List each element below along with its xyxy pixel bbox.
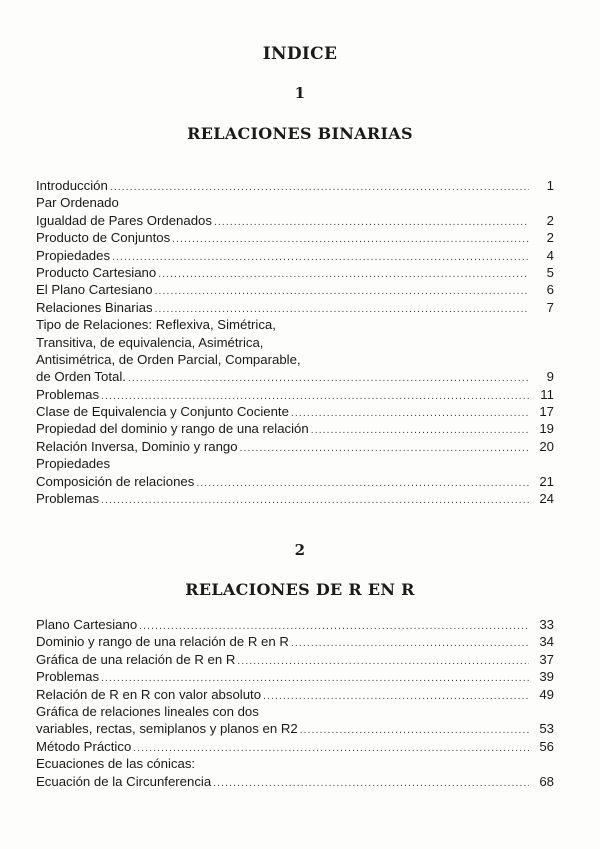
toc-entry-text: Transitiva, de equivalencia, Asimétrica, <box>36 334 264 350</box>
toc-entry-text: Ecuaciones de las cónicas: <box>36 756 196 772</box>
toc-entry-text: Relación de R en R con valor absoluto <box>36 686 262 702</box>
toc-entry-text: Composición de relaciones <box>36 473 195 489</box>
toc-entry <box>36 403 554 420</box>
toc-entry <box>36 473 554 490</box>
dot-leader <box>112 249 529 266</box>
toc-entry-text: Propiedades <box>36 247 111 263</box>
dot-leader <box>196 475 529 492</box>
chapter-2-number: 2 <box>294 541 306 559</box>
toc-entry-text: Relación Inversa, Dominio y rango <box>36 438 238 454</box>
dot-leader <box>311 422 529 439</box>
toc-entry-text: Clase de Equivalencia y Conjunto Cociente <box>36 404 289 420</box>
toc-entry-page: 68 <box>539 773 554 789</box>
dot-leader <box>240 440 529 457</box>
chapter-1-toc <box>36 177 554 507</box>
toc-entry-text: Ecuación de la Circunferencia <box>36 773 212 789</box>
toc-entry <box>36 455 554 472</box>
toc-entry-text: Problemas <box>36 386 100 402</box>
toc-entry <box>36 334 554 351</box>
toc-entry-page: 1 <box>546 178 554 193</box>
toc-entry <box>36 316 554 333</box>
toc-entry-text: Gráfica de relaciones lineales con dos <box>36 703 259 719</box>
toc-entry <box>36 229 554 246</box>
dot-leader <box>101 492 529 509</box>
dot-leader <box>158 266 529 283</box>
toc-entry-text: Producto Cartesiano <box>36 264 157 280</box>
toc-entry <box>36 755 554 772</box>
dot-leader <box>110 179 529 196</box>
toc-entry-page: 34 <box>539 634 554 650</box>
toc-entry <box>36 212 554 229</box>
chapter-2-title: RELACIONES DE R EN R <box>185 580 415 599</box>
dot-leader <box>214 214 529 231</box>
dot-leader <box>213 775 529 792</box>
toc-entry <box>36 633 554 650</box>
dot-leader <box>128 370 529 387</box>
toc-entry-text: Problemas <box>36 669 100 685</box>
toc-entry-text: Igualdad de Pares Ordenados <box>36 212 212 228</box>
toc-entry <box>36 247 554 264</box>
chapter-2-toc <box>36 616 554 790</box>
toc-entry <box>36 299 554 316</box>
toc-entry <box>36 438 554 455</box>
chapter-1-number: 1 <box>294 84 306 102</box>
toc-entry-text: Problemas <box>36 491 100 507</box>
toc-entry-page: 21 <box>539 473 554 489</box>
toc-entry <box>36 738 554 755</box>
toc-entry-text: Plano Cartesiano <box>36 617 138 632</box>
dot-leader <box>172 231 529 248</box>
toc-entry-text: Relaciones Binarias <box>36 299 153 315</box>
toc-entry <box>36 651 554 668</box>
toc-entry-page: 6 <box>546 282 554 298</box>
toc-entry-page: 17 <box>539 404 554 420</box>
toc-entry-text: Dominio y rango de una relación de R en R <box>36 634 289 650</box>
toc-entry-text: Tipo de Relaciones: Reflexiva, Simétrica, <box>36 317 276 333</box>
toc-entry-page: 39 <box>539 669 554 685</box>
dot-leader <box>237 653 529 670</box>
dot-leader <box>155 283 529 300</box>
toc-entry-text: Antisimétrica, de Orden Parcial, Comparable, <box>36 351 301 367</box>
toc-entry <box>36 686 554 703</box>
chapter-1-title: RELACIONES BINARIAS <box>187 124 413 143</box>
toc-entry <box>36 264 554 281</box>
toc-entry <box>36 703 554 720</box>
toc-entry-page: 20 <box>539 438 554 454</box>
toc-entry-page: 24 <box>539 491 554 507</box>
toc-entry-page: 4 <box>546 247 554 263</box>
dot-leader <box>263 688 529 705</box>
dot-leader <box>291 635 529 652</box>
toc-entry <box>36 386 554 403</box>
toc-entry-page: 7 <box>546 299 554 315</box>
toc-entry <box>36 177 554 194</box>
toc-entry <box>36 368 554 385</box>
toc-entry-page: 56 <box>539 738 554 754</box>
toc-entry-text: Propiedades <box>36 456 111 472</box>
toc-entry-page: 5 <box>546 264 554 280</box>
toc-entry-page: 49 <box>539 686 554 702</box>
dot-leader <box>300 722 529 739</box>
toc-entry <box>36 351 554 368</box>
toc-entry <box>36 490 554 507</box>
toc-entry-page: 2 <box>546 230 554 246</box>
dot-leader <box>291 405 529 422</box>
toc-entry <box>36 194 554 211</box>
toc-entry <box>36 616 554 633</box>
toc-entry-page: 53 <box>539 721 554 737</box>
toc-entry-page: 19 <box>539 421 554 437</box>
toc-entry <box>36 773 554 790</box>
toc-entry-page: 33 <box>539 617 554 632</box>
index-title: INDICE <box>262 44 338 64</box>
toc-entry <box>36 281 554 298</box>
toc-entry-text: Método Práctico <box>36 738 132 754</box>
toc-entry-page: 11 <box>540 386 554 402</box>
toc-entry-text: Introducción <box>36 178 108 193</box>
toc-entry-text: Gráfica de una relación de R en R <box>36 651 236 667</box>
toc-entry-page: 2 <box>546 212 554 228</box>
toc-entry-text: de Orden Total. <box>36 369 126 385</box>
toc-entry-page: 9 <box>546 369 554 385</box>
toc-entry <box>36 668 554 685</box>
toc-entry-text: El Plano Cartesiano <box>36 282 153 298</box>
toc-entry <box>36 720 554 737</box>
toc-entry-text: Propiedad del dominio y rango de una relación <box>36 421 309 437</box>
toc-entry-page: 37 <box>539 651 554 667</box>
toc-entry-text: Producto de Conjuntos <box>36 230 171 246</box>
toc-entry-text: Par Ordenado <box>36 195 119 211</box>
toc-entry-text: variables, rectas, semiplanos y planos en R2 <box>36 721 298 737</box>
toc-entry <box>36 420 554 437</box>
